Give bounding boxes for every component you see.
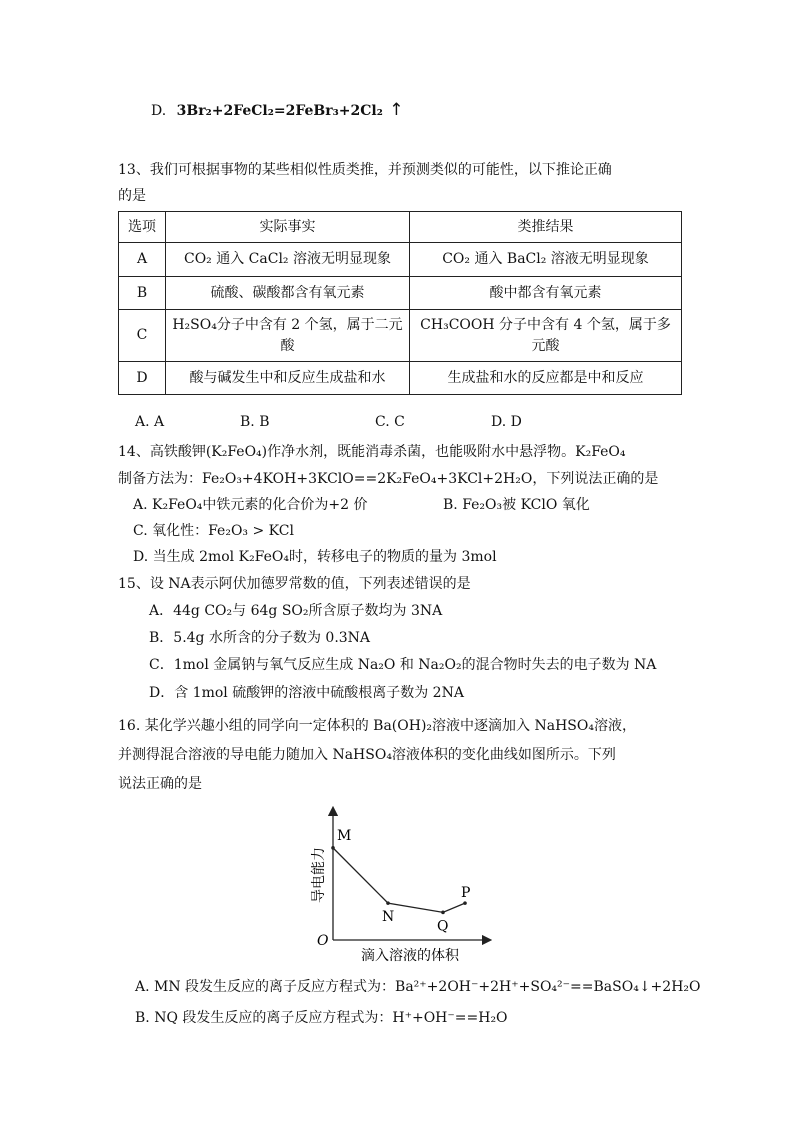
point-q	[441, 911, 445, 915]
table-row	[119, 310, 682, 362]
q13-header-option: 选项	[119, 212, 166, 243]
q13-row-fact: 酸与碱发生中和反应生成盐和水	[166, 362, 410, 395]
q15-stem: 15、设 NA表示阿伏加德罗常数的值，下列表述错误的是	[118, 576, 471, 592]
q13-answer-c: C. C	[375, 414, 405, 430]
q13-table-header-row	[119, 212, 682, 243]
q13-answer-d: D. D	[491, 414, 522, 430]
q16-stem-line1: 16. 某化学兴趣小组的同学向一定体积的 Ba(OH)₂溶液中逐滴加入 NaHSO₄溶液，	[118, 718, 636, 734]
point-p	[463, 901, 467, 905]
q13-answer-a: A. A	[135, 414, 165, 430]
q16-stem-line3: 说法正确的是	[118, 776, 202, 792]
q13-row-option: B	[119, 277, 166, 310]
q12-option-d	[151, 100, 404, 120]
q13-header-fact: 实际事实	[166, 212, 410, 243]
q13-stem-line2: 的是	[118, 188, 146, 204]
q13-row-result: CO₂ 通入 BaCl₂ 溶液无明显现象	[410, 243, 682, 277]
q14-stem-line2: 制备方法为：Fe₂O₃+4KOH+3KClO==2K₂FeO₄+3KCl+2H₂O，下列说法正确的是	[118, 471, 659, 487]
q16-option-a: A. MN 段发生反应的离子反应方程式为：Ba²⁺+2OH⁻+2H⁺+SO₄²⁻==BaSO₄↓+2H₂O	[135, 979, 701, 995]
point-label-q: Q	[437, 918, 449, 935]
point-label-p: P	[461, 885, 471, 902]
q13-row-fact: H₂SO₄分子中含有 2 个氢，属于二元酸	[166, 310, 410, 362]
x-axis-label: 滴入溶液的体积	[361, 948, 459, 964]
q12-option-d-equation: 3Br₂+2FeCl₂=2FeBr₃+2Cl₂	[176, 103, 383, 119]
q13-answer-b: B. B	[240, 414, 270, 430]
q12-up-arrow-icon: ↑	[389, 100, 404, 120]
q16-option-b: B. NQ 段发生反应的离子反应方程式为：H⁺+OH⁻==H₂O	[135, 1010, 508, 1026]
q14-option-a: A. K₂FeO₄中铁元素的化合价为+2 价	[133, 497, 368, 513]
q13-table	[118, 211, 682, 395]
q15-option-d: D．含 1mol 硫酸钾的溶液中硫酸根离子数为 2NA	[149, 685, 464, 701]
q13-row-result: 生成盐和水的反应都是中和反应	[410, 362, 682, 395]
point-label-m: M	[337, 827, 352, 844]
q16-stem-line2: 并测得混合溶液的导电能力随加入 NaHSO₄溶液体积的变化曲线如图所示。下列	[118, 747, 616, 763]
y-axis-label: 导电能力	[311, 847, 327, 903]
q15-option-b: B．5.4g 水所含的分子数为 0.3NA	[149, 630, 371, 646]
q14-option-c: C. 氧化性：Fe₂O₃ > KCl	[133, 523, 294, 539]
q13-row-result: CH₃COOH 分子中含有 4 个氢，属于多元酸	[410, 310, 682, 362]
q14-option-b: B. Fe₂O₃被 KClO 氧化	[443, 497, 590, 513]
conductivity-chart	[305, 805, 495, 965]
q15-option-a: A．44g CO₂与 64g SO₂所含原子数均为 3NA	[149, 603, 443, 619]
table-row	[119, 362, 682, 395]
table-row	[119, 277, 682, 310]
point-n	[386, 901, 390, 905]
q13-row-option: D	[119, 362, 166, 395]
q14-option-d: D. 当生成 2mol K₂FeO₄时，转移电子的物质的量为 3mol	[133, 549, 497, 565]
origin-label: O	[317, 933, 329, 949]
q13-row-result: 酸中都含有氧元素	[410, 277, 682, 310]
q14-stem-line1: 14、高铁酸钾(K₂FeO₄)作净水剂，既能消毒杀菌，也能吸附水中悬浮物。K₂FeO₄	[118, 444, 626, 460]
q13-row-fact: 硫酸、碳酸都含有氧元素	[166, 277, 410, 310]
q13-row-option: A	[119, 243, 166, 277]
q13-stem-line1: 13、我们可根据事物的某些相似性质类推，并预测类似的可能性，以下推论正确	[118, 162, 612, 178]
q13-row-option: C	[119, 310, 166, 362]
table-row	[119, 243, 682, 277]
q15-option-c: C．1mol 金属钠与氧气反应生成 Na₂O 和 Na₂O₂的混合物时失去的电子数为 NA	[149, 657, 657, 673]
q12-option-d-label: D.	[151, 103, 167, 119]
conductivity-curve	[333, 848, 465, 913]
point-m	[331, 846, 335, 850]
q13-row-fact: CO₂ 通入 CaCl₂ 溶液无明显现象	[166, 243, 410, 277]
q13-header-result: 类推结果	[410, 212, 682, 243]
point-label-n: N	[382, 909, 395, 926]
